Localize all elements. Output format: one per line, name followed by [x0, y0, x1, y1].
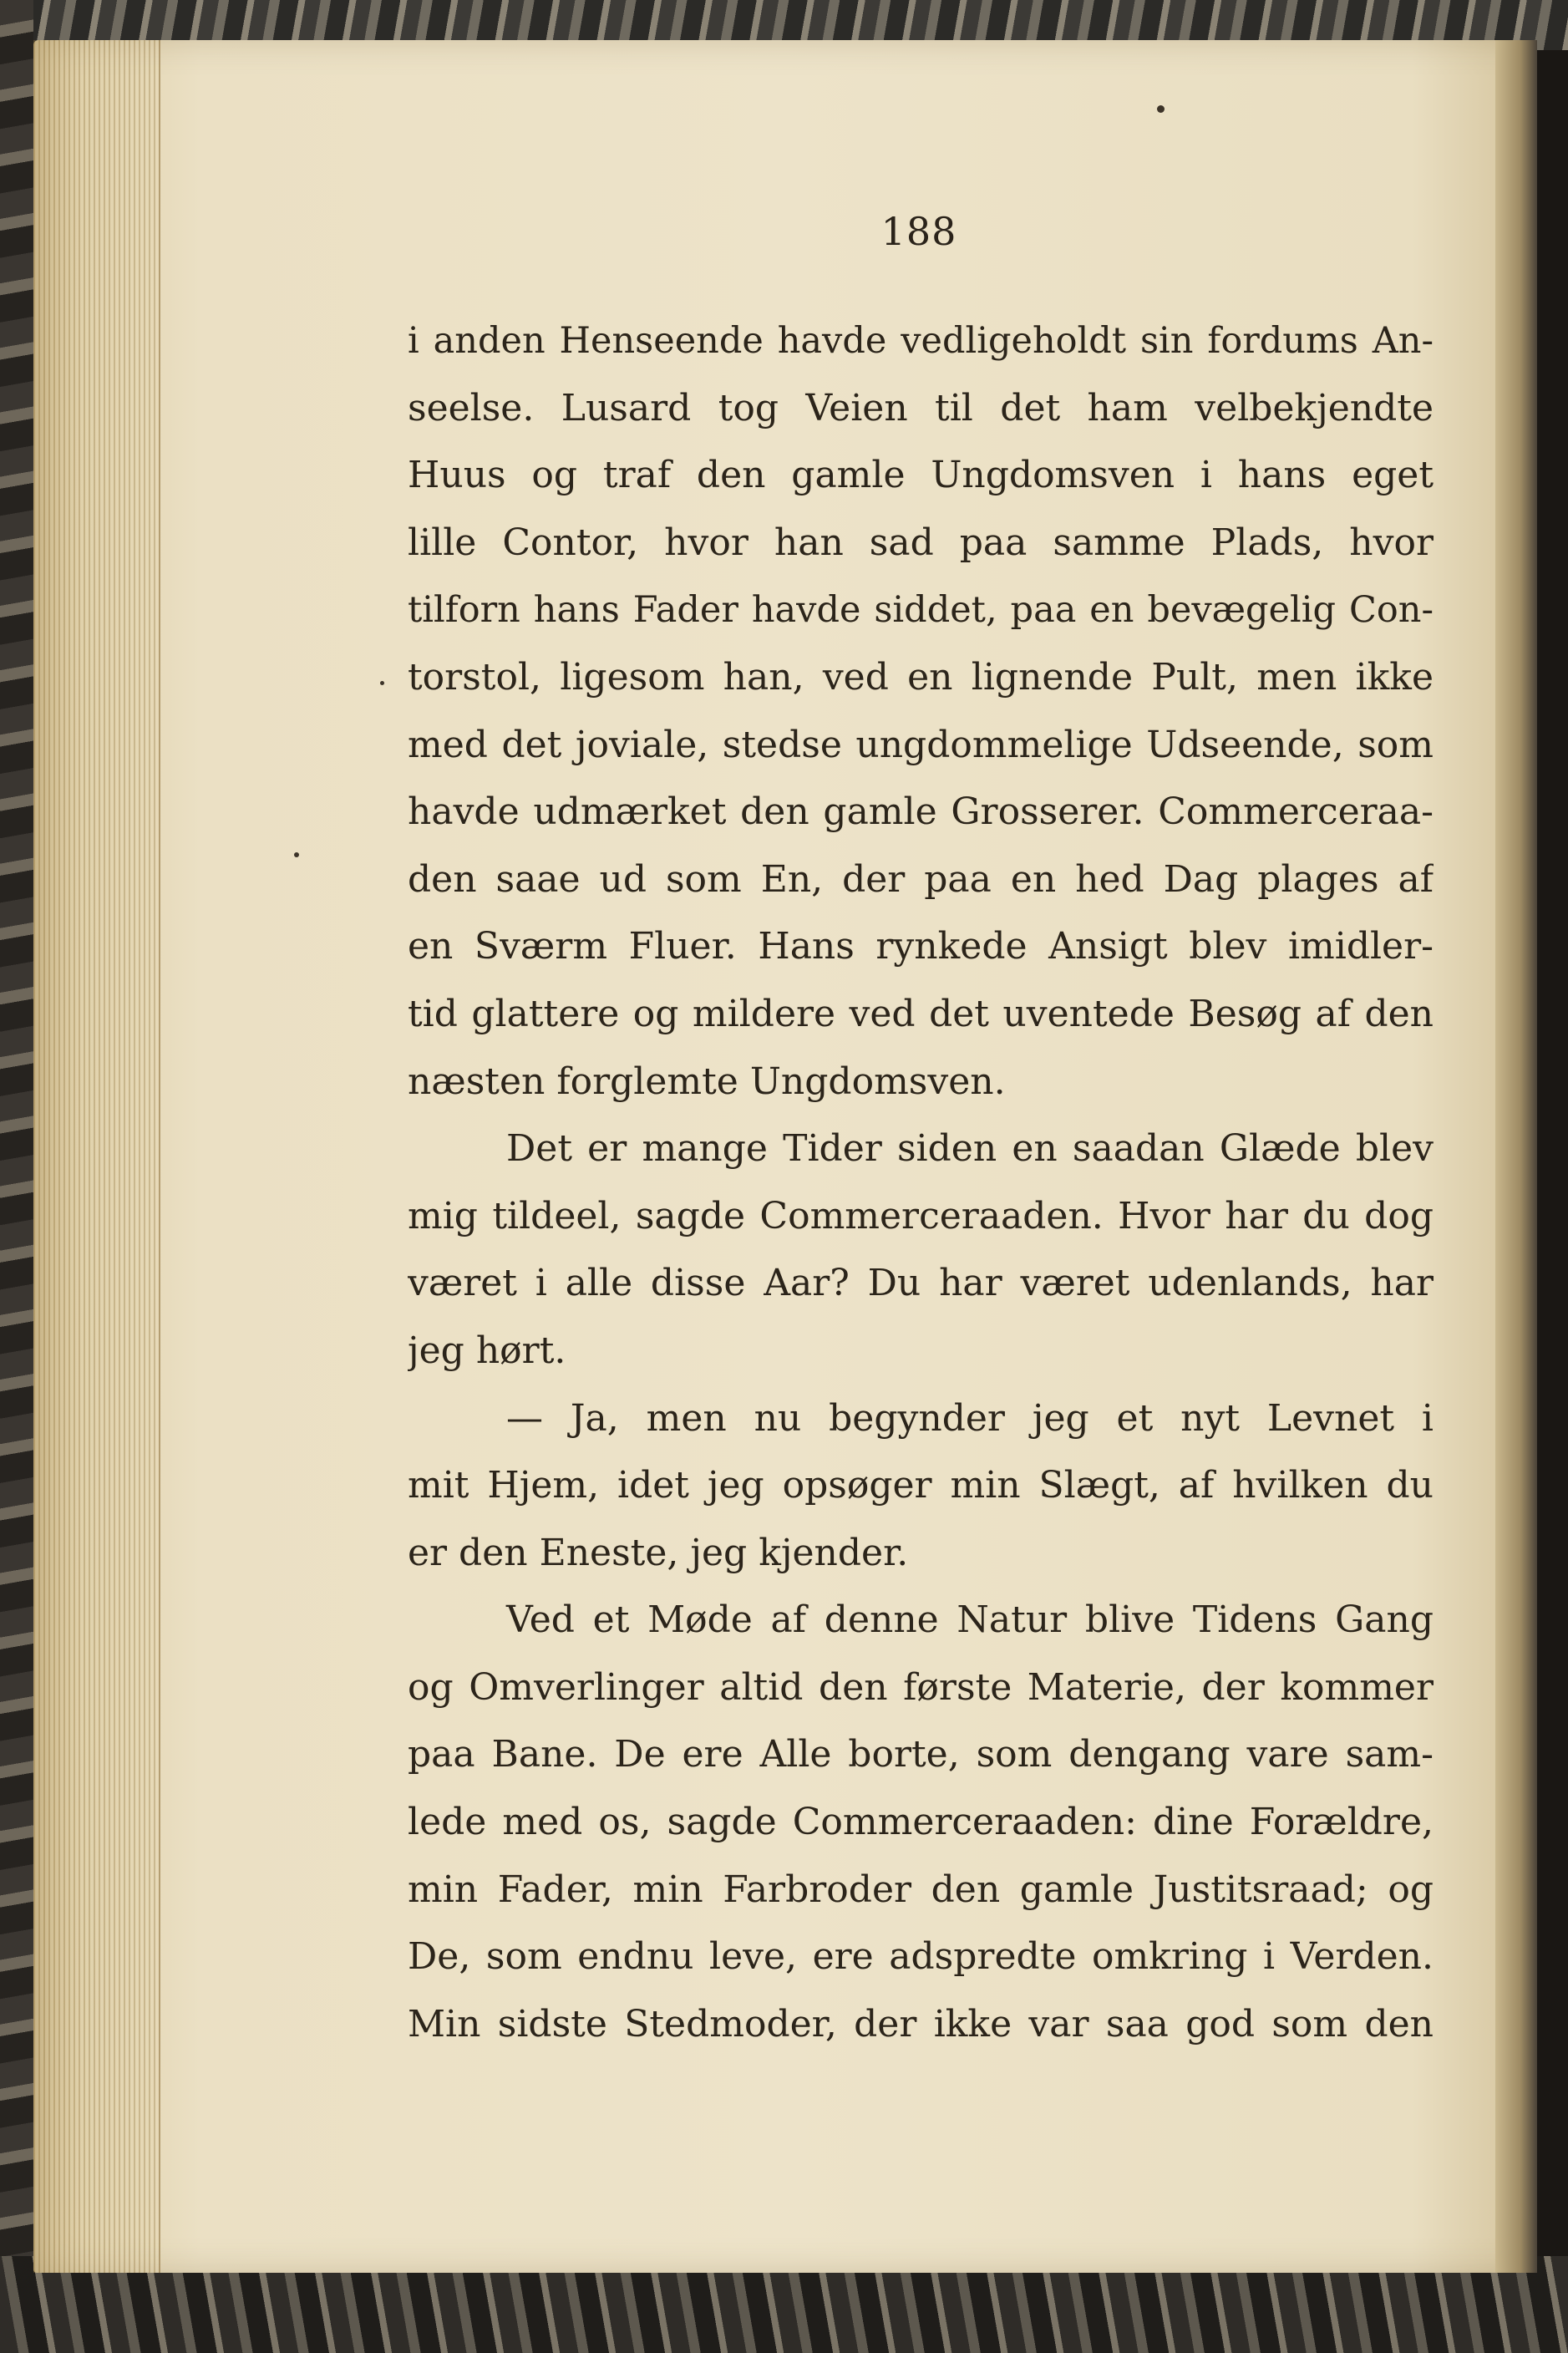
- text-line: Ved et Møde af denne Natur blive Tidens Gang: [506, 1598, 1434, 1642]
- text-line: jeg hørt.: [408, 1329, 566, 1372]
- text-line: lede med os, sagde Commerceraaden: dine Forældre,: [408, 1801, 1434, 1844]
- text-line: en Sværm Fluer. Hans rynkede Ansigt blev imidler-: [408, 925, 1434, 968]
- text-line: næsten forglemte Ungdomsven.: [408, 1060, 1006, 1103]
- text-line: Det er mange Tider siden en saadan Glæde blev: [506, 1127, 1434, 1171]
- text-line: — Ja, men nu begynder jeg et nyt Levnet i: [506, 1396, 1434, 1440]
- text-line: mig tildeel, sagde Commerceraaden. Hvor har du dog: [408, 1194, 1434, 1237]
- text-line: Min sidste Stedmoder, der ikke var saa god som den: [408, 2002, 1434, 2046]
- text-line: den saae ud som En, der paa en hed Dag plages af: [408, 857, 1434, 901]
- text-line: tid glattere og mildere ved det uventede Besøg af den: [408, 992, 1434, 1035]
- text-line: mit Hjem, idet jeg opsøger min Slægt, af hvilken du: [408, 1464, 1434, 1507]
- paragraph-3: [408, 1385, 1434, 1588]
- paragraph-4: [408, 1587, 1434, 2058]
- page-stack-gutter: [33, 40, 160, 2273]
- speck: [294, 852, 299, 857]
- text-line: er den Eneste, jeg kjender.: [408, 1531, 909, 1574]
- paragraph-2: [408, 1116, 1434, 1385]
- text-line: torstol, ligesom han, ved en lignende Pult, men ikke: [408, 655, 1434, 699]
- page-body-text: [408, 307, 1434, 2058]
- text-line: lille Contor, hvor han sad paa samme Plads, hvor: [408, 521, 1434, 564]
- cover-left-edge: [0, 0, 33, 2353]
- page-right-edge: [1495, 40, 1537, 2273]
- speck: [1157, 105, 1165, 113]
- page-number: 188: [880, 209, 957, 254]
- text-line: De, som endnu leve, ere adspredte omkring i Verden.: [408, 1935, 1434, 1979]
- text-line: paa Bane. De ere Alle borte, som dengang vare sam-: [408, 1733, 1434, 1776]
- text-line: min Fader, min Farbroder den gamle Justitsraad; og: [408, 1868, 1434, 1911]
- text-line: i anden Henseende havde vedligeholdt sin fordums An-: [408, 320, 1434, 362]
- text-line: havde udmærket den gamle Grosserer. Commerceraa-: [408, 790, 1434, 834]
- text-line: været i alle disse Aar? Du har været udenlands, har: [408, 1262, 1434, 1305]
- text-line: seelse. Lusard tog Veien til det ham velbekjendte: [408, 386, 1434, 429]
- paragraph-1: [408, 307, 1434, 1116]
- speck: [380, 681, 384, 685]
- text-line: og Omverlinger altid den første Materie, der kommer: [408, 1665, 1434, 1709]
- text-line: tilforn hans Fader havde siddet, paa en bevægelig Con-: [408, 589, 1434, 632]
- text-line: med det joviale, stedse ungdommelige Udseende, som: [408, 723, 1434, 766]
- text-line: Huus og traf den gamle Ungdomsven i hans eget: [408, 454, 1434, 497]
